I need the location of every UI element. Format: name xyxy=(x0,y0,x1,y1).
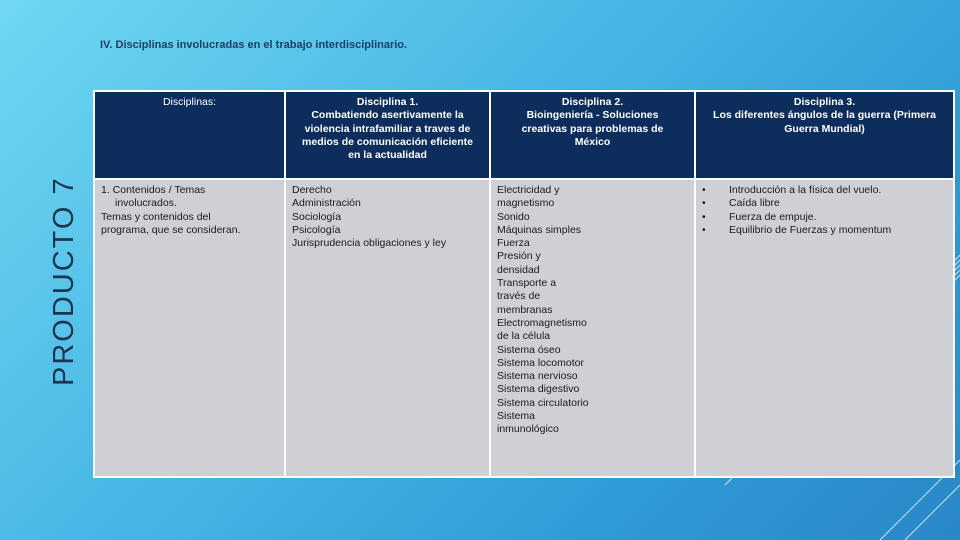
slide-subtitle: IV. Disciplinas involucradas en el trabajo interdisciplinario. xyxy=(100,39,408,51)
list-item: Derecho xyxy=(292,184,332,196)
list-item: Psicología xyxy=(292,223,341,236)
cell-line: 1. Contenidos / Temas xyxy=(101,184,206,196)
list-item: Sistema nervioso xyxy=(497,370,578,383)
header-line: Disciplina 3. xyxy=(793,96,856,108)
bullet-item: • Equilibrio de Fuerzas y momentum xyxy=(702,224,947,237)
header-line: en la actualidad xyxy=(348,149,427,162)
header-line: violencia intrafamiliar a traves de xyxy=(304,122,471,135)
header-line: Guerra Mundial) xyxy=(784,122,865,135)
header-line: Combatiendo asertivamente la xyxy=(311,109,464,122)
list-item: Sistema óseo xyxy=(497,343,561,356)
list-item: Sistema digestivo xyxy=(497,383,580,396)
list-item: inmunológico xyxy=(497,423,559,436)
list-item: Sistema circulatorio xyxy=(497,396,589,409)
list-item: de la célula xyxy=(497,330,551,343)
list-item: densidad xyxy=(497,263,540,276)
header-line: Disciplina 1. xyxy=(356,96,419,108)
header-disciplina-1 xyxy=(285,91,490,179)
list-item: Transporte a xyxy=(497,277,557,290)
list-item: Electricidad y xyxy=(497,184,560,196)
cell-line: Temas y contenidos del xyxy=(101,210,211,223)
bullet-item: • Fuerza de empuje. xyxy=(702,211,947,224)
cell-disciplina-3-temas xyxy=(695,179,954,477)
header-disciplinas-label: Disciplinas: xyxy=(162,96,217,108)
list-item: Jurisprudencia obligaciones y ley xyxy=(292,237,447,250)
header-disciplina-3 xyxy=(695,91,954,179)
bullet-item: • Caída libre xyxy=(702,197,947,210)
bullet-item: • Introducción a la física del vuelo. xyxy=(702,184,947,197)
list-item: membranas xyxy=(497,303,553,316)
list-item: Administración xyxy=(292,197,361,210)
disciplines-table xyxy=(93,90,955,478)
list-item: Sonido xyxy=(497,210,530,223)
list-item: través de xyxy=(497,290,541,303)
list-item: Fuerza xyxy=(497,237,530,250)
header-line: creativas para problemas de xyxy=(521,122,664,135)
table-row xyxy=(94,179,954,477)
header-line: medios de comunicación eficiente xyxy=(302,135,473,148)
cell-line: involucrados. xyxy=(115,197,177,210)
slide-title-vertical: PRODUCTO 7 xyxy=(48,176,80,386)
list-item: Máquinas simples xyxy=(497,223,582,236)
header-disciplinas xyxy=(94,91,285,179)
list-item: Presión y xyxy=(497,250,541,263)
cell-disciplina-2-temas xyxy=(490,179,695,477)
table-header-row xyxy=(94,91,954,179)
list-item: magnetismo xyxy=(497,197,555,210)
header-line: México xyxy=(574,135,611,148)
list-item: Electromagnetismo xyxy=(497,316,587,329)
list-item: Sociología xyxy=(292,210,342,223)
list-item: Sistema locomotor xyxy=(497,356,584,369)
cell-contenidos-temas xyxy=(94,179,285,477)
list-item: Sistema xyxy=(497,410,535,423)
header-line: Disciplina 2. xyxy=(561,96,624,108)
cell-line: programa, que se consideran. xyxy=(101,223,241,236)
header-line: Bioingeniería - Soluciones xyxy=(526,109,659,122)
header-line: Los diferentes ángulos de la guerra (Primera xyxy=(713,109,936,122)
cell-disciplina-1-temas xyxy=(285,179,490,477)
header-disciplina-2 xyxy=(490,91,695,179)
